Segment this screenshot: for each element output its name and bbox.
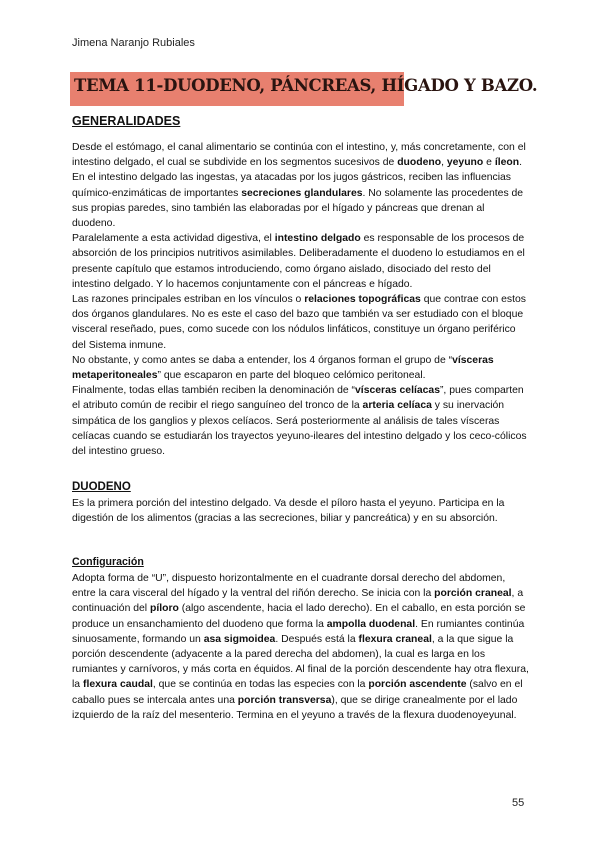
generalidades-body <box>72 140 530 459</box>
page-title: TEMA 11-DUODENO, PÁNCREAS, HÍGADO Y BAZO. <box>74 76 538 95</box>
page-number: 55 <box>512 797 525 809</box>
subsection-heading-configuracion: Configuración <box>72 556 144 568</box>
duodeno-body <box>72 496 530 526</box>
section-heading-duodeno: DUODENO <box>72 481 131 493</box>
paragraph: Adopta forma de “U”, dispuesto horizontalmente en el cuadrante dorsal derecho del abdomen, entre la cara visceral del hígado y la ventral del riñón derecho. Se inicia con la porción craneal, a continuación del píloro (algo ascendente, hacia el lado derecho). En el caballo, en esta porción se produce un ensanchamiento del duodeno que forma la ampolla duodenal. En rumiantes continúa sinuosamente, formando un asa sigmoidea. Después está la flexura craneal, a la que sigue la porción descendente (adyacente a la pared derecha del abdomen), la cual es larga en los rumiantes y carnívoros, y más corta en équidos. Al final de la porción descendente hay otra flexura, la flexura caudal, que se continúa en todas las especies con la porción ascendente (salvo en el caballo pues se intercala antes una porción transversa), que se dirige cranealmente por el lado izquierdo de la raíz del mesenterio. Termina en el yeyuno a través de la flexura duodenoyeyunal. <box>72 573 529 721</box>
paragraph: Es la primera porción del intestino delgado. Va desde el píloro hasta el yeyuno. Participa en la digestión de los alimentos (gracias a las secreciones, biliar y pancreática) y en su absorción. <box>72 498 505 525</box>
paragraph: Desde el estómago, el canal alimentario se continúa con el intestino, y, más concretamente, con el intestino delgado, el cual se subdivide en los segmentos sucesivos de duodeno, yeyuno e íleon. En el intestino delgado las ingestas, ya atacadas por los jugos gástricos, reciben las influencias químico-enzimáticas de importantes secreciones glandulares. No solamente las procedentes de sus propias paredes, sino también las elaboradas por el hígado y páncreas que drenan al duodeno. <box>72 142 526 230</box>
paragraph: Las razones principales estriban en los vínculos o relaciones topográficas que contrae con estos dos órganos glandulares. No es este el caso del bazo que también va ser estudiado con el bloque visceral reseñado, pues, como sucede con los nódulos linfáticos, constituye un órgano periférico del Sistema inmune. <box>72 294 526 351</box>
configuracion-body <box>72 571 530 723</box>
section-heading-generalidades: GENERALIDADES <box>72 114 181 128</box>
paragraph: No obstante, y como antes se daba a entender, los 4 órganos forman el grupo de “vísceras metaperitoneales” que escaparon en parte del bloqueo celómico peritoneal. <box>72 354 494 382</box>
paragraph: Paralelamente a esta actividad digestiva, el intestino delgado es responsable de los procesos de absorción de los principios nutritivos asimilables. Deliberadamente el duodeno lo estudiamos en el presente capítulo que estamos introduciendo, como órgano aislado, disociado del resto del intestino delgado. Y lo hacemos conjuntamente con el páncreas e hígado. <box>72 233 525 290</box>
author-name: Jimena Naranjo Rubiales <box>72 37 195 49</box>
paragraph: Finalmente, todas ellas también reciben la denominación de “vísceras celíacas”, pues comparten el atributo común de recibir el riego sanguíneo del tronco de la arteria celíaca y su inervación simpática de los ganglios y plexos celíacos. Será posteriormente al análisis de tales vísceras celíacas cuando se estudiarán los trayectos yeyuno-ileares del intestino delgado y los ceco-cólicos del intestino grueso. <box>72 385 527 458</box>
